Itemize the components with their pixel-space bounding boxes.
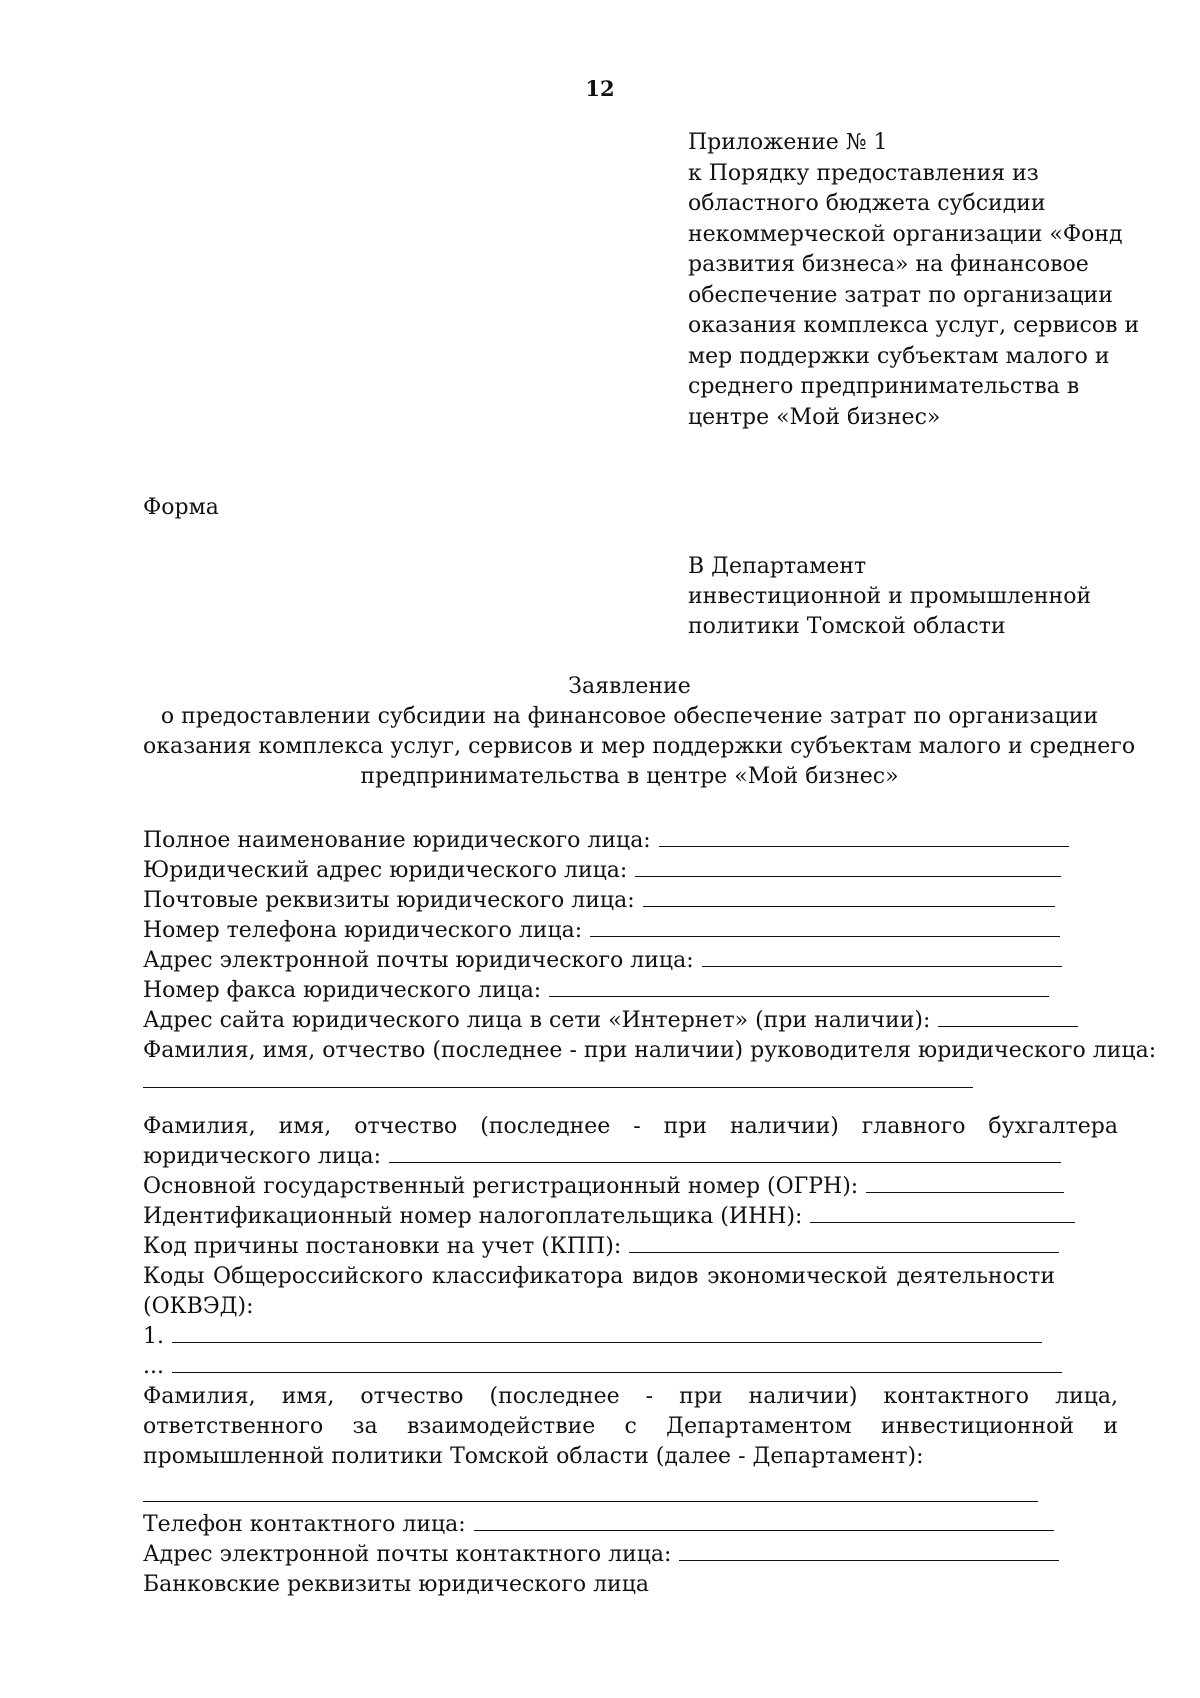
appendix-line: обеспечение затрат по организации: [688, 282, 1113, 308]
appendix-line: к Порядку предоставления из: [688, 160, 1039, 186]
kpp-input-line[interactable]: [629, 1234, 1059, 1253]
field-phone: [143, 916, 1118, 946]
field-label: Номер факса юридического лица:: [143, 978, 542, 1003]
field-postal-details: [143, 886, 1118, 916]
field-label: юридического лица:: [143, 1144, 382, 1169]
field-label: Адрес сайта юридического лица в сети «Интернет» (при наличии):: [143, 1008, 931, 1033]
head-name-line-row: [143, 1066, 1118, 1096]
ogrn-input-line[interactable]: [866, 1174, 1064, 1193]
field-label: 1.: [143, 1324, 164, 1349]
head-name-input-line[interactable]: [143, 1087, 973, 1088]
title-line: оказания комплекса услуг, сервисов и мер поддержки субъектам малого и среднего: [143, 734, 1136, 759]
postal-details-input-line[interactable]: [643, 888, 1055, 907]
full-name-input-line[interactable]: [659, 828, 1069, 847]
field-website: [143, 1006, 1118, 1036]
field-label: Адрес электронной почты контактного лица:: [143, 1542, 672, 1567]
application-fields: [143, 826, 1157, 1600]
appendix-line: среднего предпринимательства в: [688, 374, 1080, 399]
field-bank-details: [143, 1570, 1118, 1600]
field-label: Основной государственный регистрационный номер (ОГРН):: [143, 1174, 859, 1199]
field-contact-phone: [143, 1510, 1118, 1540]
title-line: предпринимательства в центре «Мой бизнес»: [360, 764, 899, 789]
field-label: Полное наименование юридического лица:: [143, 828, 651, 853]
contact-phone-input-line[interactable]: [474, 1512, 1054, 1531]
field-fax: [143, 976, 1118, 1006]
addressee-line: политики Томской области: [688, 614, 1006, 639]
inn-input-line[interactable]: [810, 1204, 1075, 1223]
field-kpp: [143, 1232, 1118, 1262]
field-label: Фамилия, имя, отчество (последнее - при наличии) руководителя юридического лица:: [143, 1038, 1157, 1063]
field-ogrn: [143, 1172, 1118, 1202]
okved-1-input-line[interactable]: [172, 1324, 1042, 1343]
appendix-line: областного бюджета субсидии: [688, 191, 1046, 216]
contact-email-input-line[interactable]: [679, 1542, 1059, 1561]
application-title: [143, 672, 1136, 792]
contact-label-line3: [143, 1442, 1118, 1472]
contact-name-input-line[interactable]: [143, 1501, 1038, 1502]
field-label: Код причины постановки на учет (КПП):: [143, 1234, 622, 1259]
field-label: ...: [143, 1354, 164, 1379]
contact-label-line: Фамилия, имя, отчество (последнее - при наличии) контактного лица,: [143, 1384, 1118, 1409]
appendix-line: развития бизнеса» на финансовое: [688, 252, 1089, 277]
field-full-name: [143, 826, 1118, 856]
field-label: Банковские реквизиты юридического лица: [143, 1572, 649, 1597]
spacer: [143, 1096, 1118, 1112]
field-legal-address: [143, 856, 1118, 886]
field-label: Почтовые реквизиты юридического лица:: [143, 888, 635, 913]
accountant-input-line[interactable]: [389, 1144, 1061, 1163]
field-label: (ОКВЭД):: [143, 1294, 254, 1319]
okved-more-input-line[interactable]: [172, 1354, 1062, 1373]
phone-input-line[interactable]: [590, 918, 1060, 937]
field-head-name: [143, 1036, 1157, 1066]
okved-label-line2: [143, 1292, 1118, 1322]
addressee-line: инвестиционной и промышленной: [688, 584, 1092, 609]
field-okved-more: [143, 1352, 1118, 1382]
appendix-line: центре «Мой бизнес»: [688, 404, 941, 430]
field-okved-1: [143, 1322, 1118, 1352]
field-contact-email: [143, 1540, 1118, 1570]
page-number: 12: [585, 76, 615, 101]
email-input-line[interactable]: [702, 948, 1062, 967]
field-email: [143, 946, 1118, 976]
title-heading: Заявление: [568, 674, 691, 699]
fax-input-line[interactable]: [549, 978, 1049, 997]
field-label: Номер телефона юридического лица:: [143, 918, 583, 943]
form-label: Форма: [143, 495, 219, 520]
legal-address-input-line[interactable]: [635, 858, 1061, 877]
field-label: Адрес электронной почты юридического лица:: [143, 948, 694, 973]
title-line: о предоставлении субсидии на финансовое обеспечение затрат по организации: [160, 704, 1099, 729]
okved-label-line: Коды Общероссийского классификатора видов экономической деятельности: [143, 1264, 1055, 1289]
addressee-line: В Департамент: [688, 554, 867, 579]
appendix-line: мер поддержки субъектам малого и: [688, 343, 1110, 369]
appendix-line: некоммерческой организации «Фонд: [688, 221, 1123, 247]
appendix-block: [688, 128, 1158, 433]
field-label: Телефон контактного лица:: [143, 1512, 466, 1537]
contact-name-line-row: [143, 1472, 1118, 1510]
accountant-label-line: Фамилия, имя, отчество (последнее - при наличии) главного бухгалтера: [143, 1114, 1118, 1139]
appendix-line: Приложение № 1: [688, 130, 888, 155]
website-input-line[interactable]: [938, 1008, 1078, 1027]
field-label: Юридический адрес юридического лица:: [143, 858, 628, 883]
appendix-line: оказания комплекса услуг, сервисов и: [688, 313, 1140, 338]
field-inn: [143, 1202, 1118, 1232]
addressee-block: [688, 552, 1158, 642]
field-accountant: [143, 1142, 1118, 1172]
field-label: промышленной политики Томской области (далее - Департамент):: [143, 1444, 924, 1469]
contact-label-line: ответственного за взаимодействие с Департаментом инвестиционной и: [143, 1414, 1118, 1439]
field-label: Идентификационный номер налогоплательщика (ИНН):: [143, 1204, 803, 1229]
